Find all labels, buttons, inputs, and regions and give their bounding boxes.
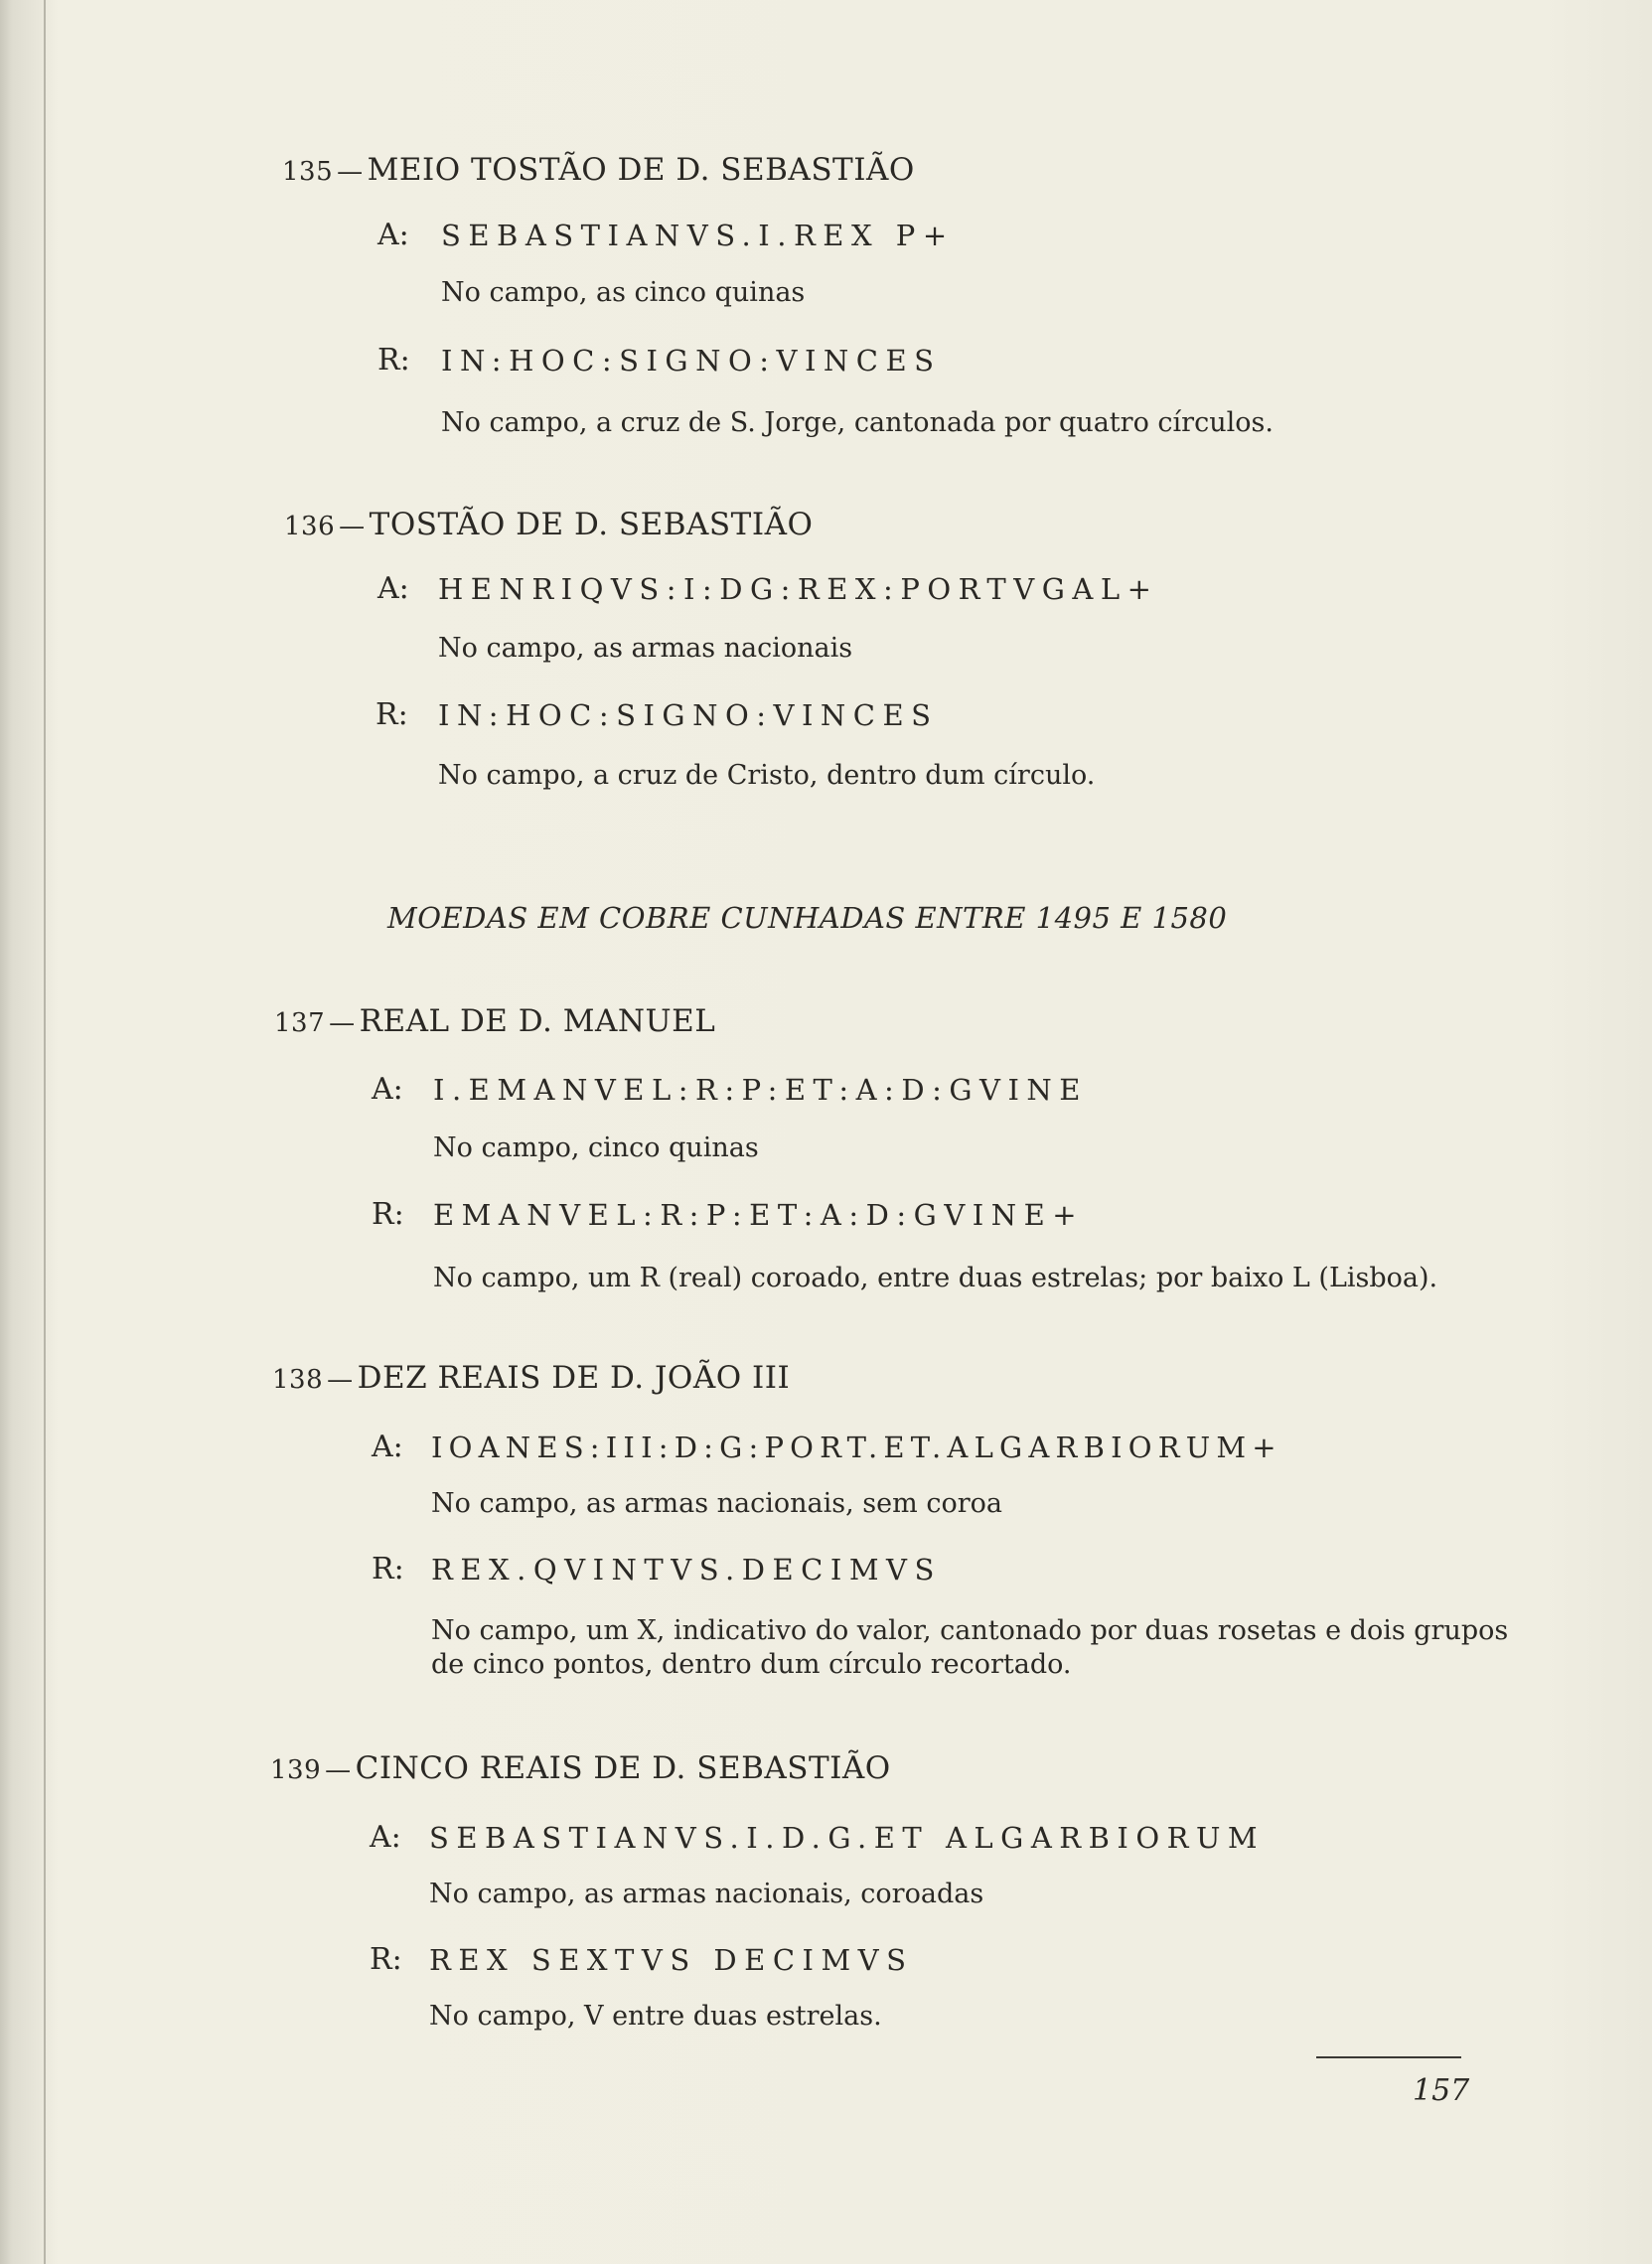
obverse-description: No campo, as armas nacionais, sem coroa (431, 1488, 1002, 1519)
obverse-description: No campo, as armas nacionais (438, 633, 853, 664)
entry-dash: — (329, 1008, 356, 1038)
entry-dash: — (339, 512, 366, 541)
entry-title: REAL DE D. MANUEL (359, 1003, 716, 1039)
binding-edge-line (44, 0, 46, 2264)
reverse-description: No campo, a cruz de S. Jorge, cantonada por quatro círculos. (441, 407, 1274, 438)
entry-heading (284, 507, 814, 542)
entry-number: 135 (282, 157, 334, 187)
obverse-legend: SEBASTIANVS.I.D.G.ET ALGARBIORUM (429, 1821, 1266, 1855)
entry-number: 139 (270, 1755, 322, 1785)
obverse-description: No campo, as armas nacionais, coroadas (429, 1879, 984, 1909)
book-binding-shadow (0, 0, 56, 2264)
entry-dash: — (327, 1365, 354, 1395)
reverse-label: R: (372, 1552, 404, 1586)
obverse-legend: IOANES:III:D:G:PORT.ET.ALGARBIORUM+ (431, 1431, 1282, 1464)
obverse-label: A: (377, 571, 409, 606)
entry-title: CINCO REAIS DE D. SEBASTIÃO (355, 1750, 891, 1786)
entry-dash: — (337, 157, 364, 187)
entry-number: 136 (284, 512, 336, 541)
reverse-label: R: (372, 1197, 404, 1232)
footer-rule (1316, 2056, 1461, 2058)
entry-dash: — (325, 1755, 352, 1785)
reverse-description: No campo, a cruz de Cristo, dentro dum círculo. (438, 760, 1096, 791)
entry-heading (274, 1003, 716, 1039)
reverse-label: R: (370, 1942, 402, 1977)
entry-title: TOSTÃO DE D. SEBASTIÃO (369, 507, 814, 542)
reverse-description: No campo, V entre duas estrelas. (429, 2001, 882, 2032)
obverse-label: A: (372, 1072, 403, 1107)
obverse-legend: SEBASTIANVS.I.REX P+ (441, 219, 955, 252)
entry-heading (282, 152, 915, 188)
section-title: MOEDAS EM COBRE CUNHADAS ENTRE 1495 E 1580 (387, 901, 1228, 935)
obverse-description: No campo, as cinco quinas (441, 277, 806, 308)
entry-title: DEZ REAIS DE D. JOÃO III (357, 1360, 791, 1396)
page-number: 157 (1413, 2073, 1470, 2108)
reverse-legend: IN:HOC:SIGNO:VINCES (438, 698, 939, 732)
obverse-description: No campo, cinco quinas (433, 1132, 759, 1163)
entry-title: MEIO TOSTÃO DE D. SEBASTIÃO (367, 152, 915, 188)
obverse-label: A: (377, 218, 409, 252)
entry-number: 137 (274, 1008, 326, 1038)
reverse-description: No campo, um R (real) coroado, entre duas estrelas; por baixo L (Lisboa). (433, 1263, 1438, 1293)
reverse-label: R: (377, 343, 410, 377)
obverse-label: A: (372, 1430, 403, 1464)
reverse-legend: REX SEXTVS DECIMVS (429, 1943, 914, 1977)
reverse-description-line-2: de cinco pontos, dentro dum círculo recortado. (431, 1649, 1072, 1680)
reverse-legend: REX.QVINTVS.DECIMVS (431, 1553, 942, 1586)
reverse-label: R: (375, 697, 408, 732)
entry-number: 138 (272, 1365, 324, 1395)
reverse-legend: EMANVEL:R:P:ET:A:D:GVINE+ (433, 1198, 1085, 1232)
entry-heading (272, 1360, 791, 1396)
obverse-legend: HENRIQVS:I:DG:REX:PORTVGAL+ (438, 572, 1159, 606)
obverse-legend: I.EMANVEL:R:P:ET:A:D:GVINE (433, 1073, 1088, 1107)
reverse-description-line-1: No campo, um X, indicativo do valor, cantonado por duas rosetas e dois grupos (431, 1615, 1509, 1646)
entry-heading (270, 1750, 891, 1786)
reverse-legend: IN:HOC:SIGNO:VINCES (441, 344, 942, 377)
obverse-label: A: (370, 1820, 401, 1855)
